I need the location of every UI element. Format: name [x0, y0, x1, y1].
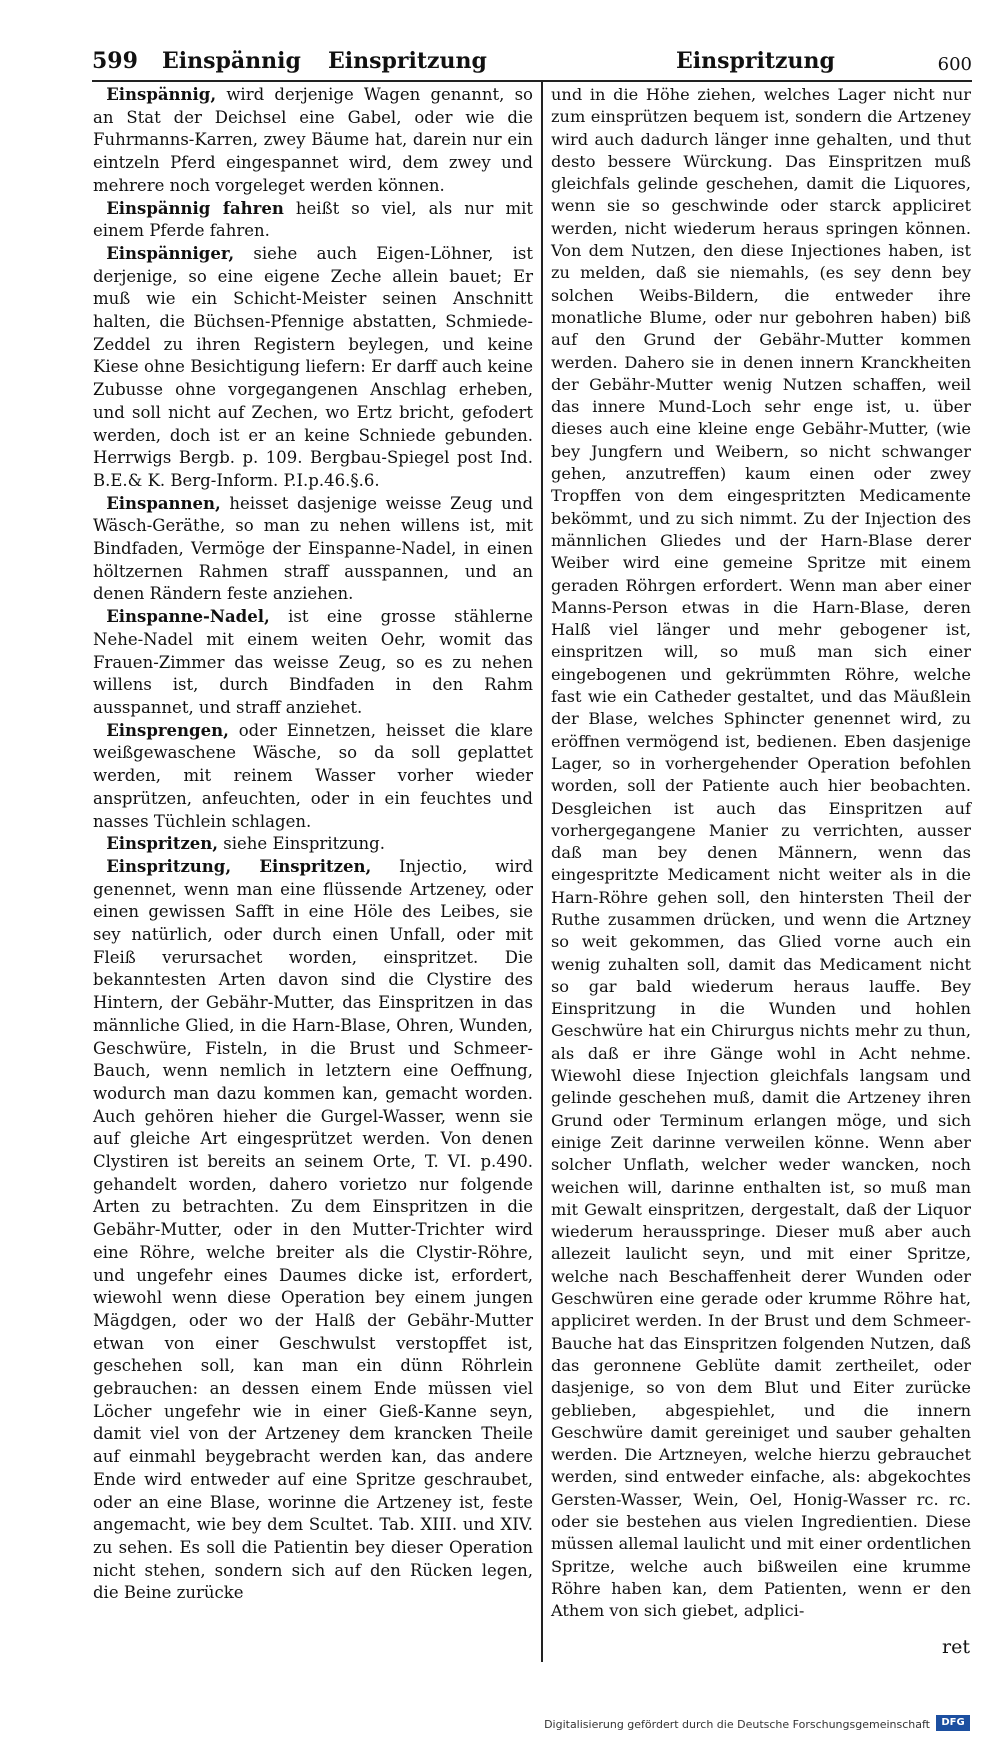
- entry-lead: Einspännig,: [106, 85, 217, 104]
- entry-lead: Einspännig fahren: [106, 198, 284, 218]
- column-divider: [541, 82, 543, 1662]
- right-column: [551, 84, 971, 1622]
- entry-text: heisset dasjenige weisse Zeug und Wäsch-Geräthe, so man zu nehen willens ist, mit Bindfaden, Vermöge der Einspanne-Nadel, in einen höltzernen Rahmen straff ausspannen, und an denen Rändern feste anziehen.: [93, 493, 534, 604]
- headword-left-1: Einspännig: [162, 48, 301, 74]
- page-number-left: 599: [92, 48, 138, 74]
- entry-einspaenniger: [93, 243, 533, 493]
- entry-text: oder Einnetzen, heisset die klare weißgewaschene Wäsche, so da soll geplattet werden, mit reinem Wasser vorher wieder ansprützen, anfeuchten, oder in ein feuchtes und nasses Tüchlein schlagen.: [93, 720, 533, 831]
- entry-lead: Einspritzen,: [106, 834, 219, 854]
- entry-einspritzen: [93, 833, 533, 856]
- dfg-logo: DFG: [936, 1715, 970, 1731]
- entry-einsprengen: [93, 720, 533, 834]
- entry-lead: Einspannen,: [106, 493, 221, 513]
- entry-text: heißt so viel, als nur mit einem Pferde fahren.: [93, 198, 533, 241]
- entry-einspanne-nadel: [93, 606, 533, 720]
- entry-einspaennig: [93, 84, 533, 198]
- headword-right: Einspritzung: [676, 48, 835, 74]
- entry-einspritzung-continued: und in die Höhe ziehen, welches Lager nicht nur zum einsprützen bequem ist, sondern die Artzeney wird auch dadurch länger inne gehalten, und thut desto bessere Würckung. Das Einspritzen muß gleichfals gelinde geschehen, damit die Liquores, wenn sie so geschwinde oder starck appliciret werden, nicht wiederum heraus springen können. Von dem Nutzen, den diese Injectiones haben, ist zu melden, daß sie niemahls, (es sey denn bey solchen Weibs-Bildern, die entweder ihre monatliche Blume, oder nur gebohren haben) biß auf den Grund der Gebähr-Mutter kommen werden. Dahero sie in denen innern Kranckheiten der Gebähr-Mutter wenig Nutzen schaffen, weil das innere Mund-Loch sehr enge ist, u. über dieses auch eine kleine enge Gebähr-Mutter, (wie bey Jungfern und Weibern, so nicht schwanger gehen, anzutreffen) kaum einen oder zwey Tropffen von dem eingespritzten Medicamente bekömmt, und zu sich nimmt. Zu der Injection des männlichen Gliedes und der Harn-Blase derer Weiber wird eine gemeine Spritze mit einem geraden Röhrgen erfordert. Wenn man aber einer Manns-Person etwas in die Harn-Blase, deren Halß viel länger und mehr gebogener ist, einspritzen will, so muß man sich einer eingebogenen und gekrümmten Röhre, welche fast wie ein Catheder gestaltet, und das Mäußlein der Blase, welches Sphincter genennet wird, zu eröffnen vermögend ist, bedienen. Eben dasjenige Lager, so in vorhergehender Operation befohlen worden, soll der Patiente auch hier beobachten. Desgleichen ist auch das Einspritzen auf vorhergegangene Manier zu verrichten, ausser daß man bey denen Männern, wenn das eingespritzte Medicament nicht weiter als in die Harn-Röhre gehen soll, den hintersten Theil der Ruthe zusammen drücken, und wenn die Artzney so weit gekommen, das Glied vorne auch ein wenig zuhalten soll, damit das Medicament nicht so gar bald wiederum heraus lauffe. Bey Einspritzung in die Wunden und hohlen Geschwüre hat ein Chirurgus nichts mehr zu thun, als daß er ihre Gänge wohl in Acht nehme. Wiewohl diese Injection gleichfals langsam und gelinde geschehen muß, damit die Artzeney ihren Grund oder Terminum erlangen möge, und sich einige Zeit darinne verweilen könne. Wenn aber solcher Unflath, welcher weder wancken, noch weichen will, darinne enthalten ist, so muß man mit Gewalt einspritzen, dergestalt, daß der Liquor wiederum herausspringe. Dieser muß aber auch allezeit laulicht seyn, und mit einer Spritze, welche nach Beschaffenheit derer Wunden oder Geschwüren eine gerade oder krumme Röhre hat, appliciret werden. In der Brust und dem Schmeer-Bauche hat das Einspritzen folgenden Nutzen, daß das geronnene Geblüte damit zertheilet, oder dasjenige, so von dem Blut und Eiter zurücke geblieben, abgespiehlet, und die innern Geschwüre damit gereiniget und sauber gehalten werden. Die Artzneyen, welche hierzu gebrauchet werden, sind entweder einfache, als: abgekochtes Gersten-Wasser, Wein, Oel, Honig-Wasser rc. rc. oder sie bestehen aus vielen Ingredientien. Diese müssen allemal laulicht und mit einer ordentlichen Spritze, welche auch bißweilen eine krumme Röhre haben kan, dem Patienten, wenn er den Athem von sich giebet, adplici-: [551, 85, 971, 1621]
- entry-einspritzung: [93, 856, 533, 1605]
- header-rule: [92, 80, 972, 82]
- entry-text: ist eine grosse stählerne Nehe-Nadel mit einem weiten Oehr, womit das Frauen-Zimmer das weisse Zeug, so es zu nehen willens ist, durch Bindfaden in den Rahm ausspannet, und straff anziehet.: [93, 607, 533, 717]
- page-number-right: 600: [937, 54, 972, 75]
- entry-lead: Einspänniger,: [106, 243, 235, 263]
- entry-text: siehe auch Eigen-Löhner, ist derjenige, so eine eigene Zeche allein bauet; Er muß wie ein Schicht-Meister seinen Anschnitt halten, die Büchsen-Pfennige abstatten, Schmiede-Zeddel zu ihren Registern beylegen, und keine Kiese ohne Besichtigung liefern: Er darff auch keine Zubusse ohne vorgegangenen Anschlag erheben, und soll nicht auf Zechen, wo Ertz bricht, gefodert werden, doch ist er an keine Schniede gebunden. Herrwigs Bergb. p. 109. Bergbau-Spiegel post Ind. B.E.& K. Berg-Inform. P.I.p.46.§.6.: [93, 243, 534, 490]
- entry-lead: Einsprengen,: [106, 720, 229, 740]
- entry-lead: Einspritzung, Einspritzen,: [106, 856, 372, 876]
- catchword: ret: [942, 1636, 970, 1658]
- headword-left-2: Einspritzung: [328, 48, 487, 74]
- running-header: [92, 48, 972, 88]
- entry-einspannen: [93, 493, 533, 607]
- entry-text: wird derjenige Wagen genannt, so an Stat der Deichsel eine Gabel, oder wie die Fuhrmanns-Karren, zwey Bäume hat, darein nur ein eintzeln Pferd eingespannet wird, dem zwey und mehrere noch vorgeleget werden können.: [93, 85, 533, 195]
- entry-einspaennig-fahren: [93, 198, 533, 243]
- entry-text: siehe Einspritzung.: [223, 834, 385, 854]
- left-column: [93, 84, 533, 1605]
- entry-text: Injectio, wird genennet, wenn man eine flüssende Artzeney, oder einen gewissen Safft in eine Höle des Leibes, sie sey natürlich, oder durch einen Unfall, oder mit Fleiß verursachet worden, einspritzet. Die bekanntesten Arten davon sind die Clystire des Hintern, der Gebähr-Mutter, das Einspritzen in das männliche Glied, in die Harn-Blase, Ohren, Wunden, Geschwüre, Fisteln, in die Brust und Schmeer-Bauch, wenn nemlich in letztern eine Oeffnung, wodurch man dazu kommen kan, gemacht worden. Auch gehören hieher die Gurgel-Wasser, wenn sie auf gleiche Art eingesprützet werden. Von denen Clystiren ist bereits an seinem Orte, T. VI. p.490. gehandelt worden, dahero vorietzo nur folgende Arten zu betrachten. Zu dem Einspritzen in die Gebähr-Mutter, oder in den Mutter-Trichter wird eine Röhre, welche breiter als die Clystir-Röhre, und ungefehr eines Daumes dicke ist, erfordert, wiewohl wenn diese Operation bey einem jungen Mägdgen, oder wo der Halß der Gebähr-Mutter etwan von einer Geschwulst verstopffet ist, geschehen soll, kan man ein dünn Röhrlein gebrauchen: an dessen einem Ende müssen viel Löcher ungefehr wie in einer Gieß-Kanne seyn, damit viel von der Artzeney dem krancken Theile auf einmahl beygebracht werden kan, das andere Ende wird entweder auf eine Spritze geschraubet, oder an eine Blase, worinne die Artzeney ist, feste angemacht, wie bey dem Scultet. Tab. XIII. und XIV. zu sehen. Es soll die Patientin bey dieser Operation nicht stehen, sondern sich auf den Rücken legen, die Beine zurücke: [93, 856, 534, 1603]
- entry-lead: Einspanne-Nadel,: [106, 607, 270, 627]
- digitization-credit: Digitalisierung gefördert durch die Deutsche Forschungsgemeinschaft: [544, 1718, 930, 1731]
